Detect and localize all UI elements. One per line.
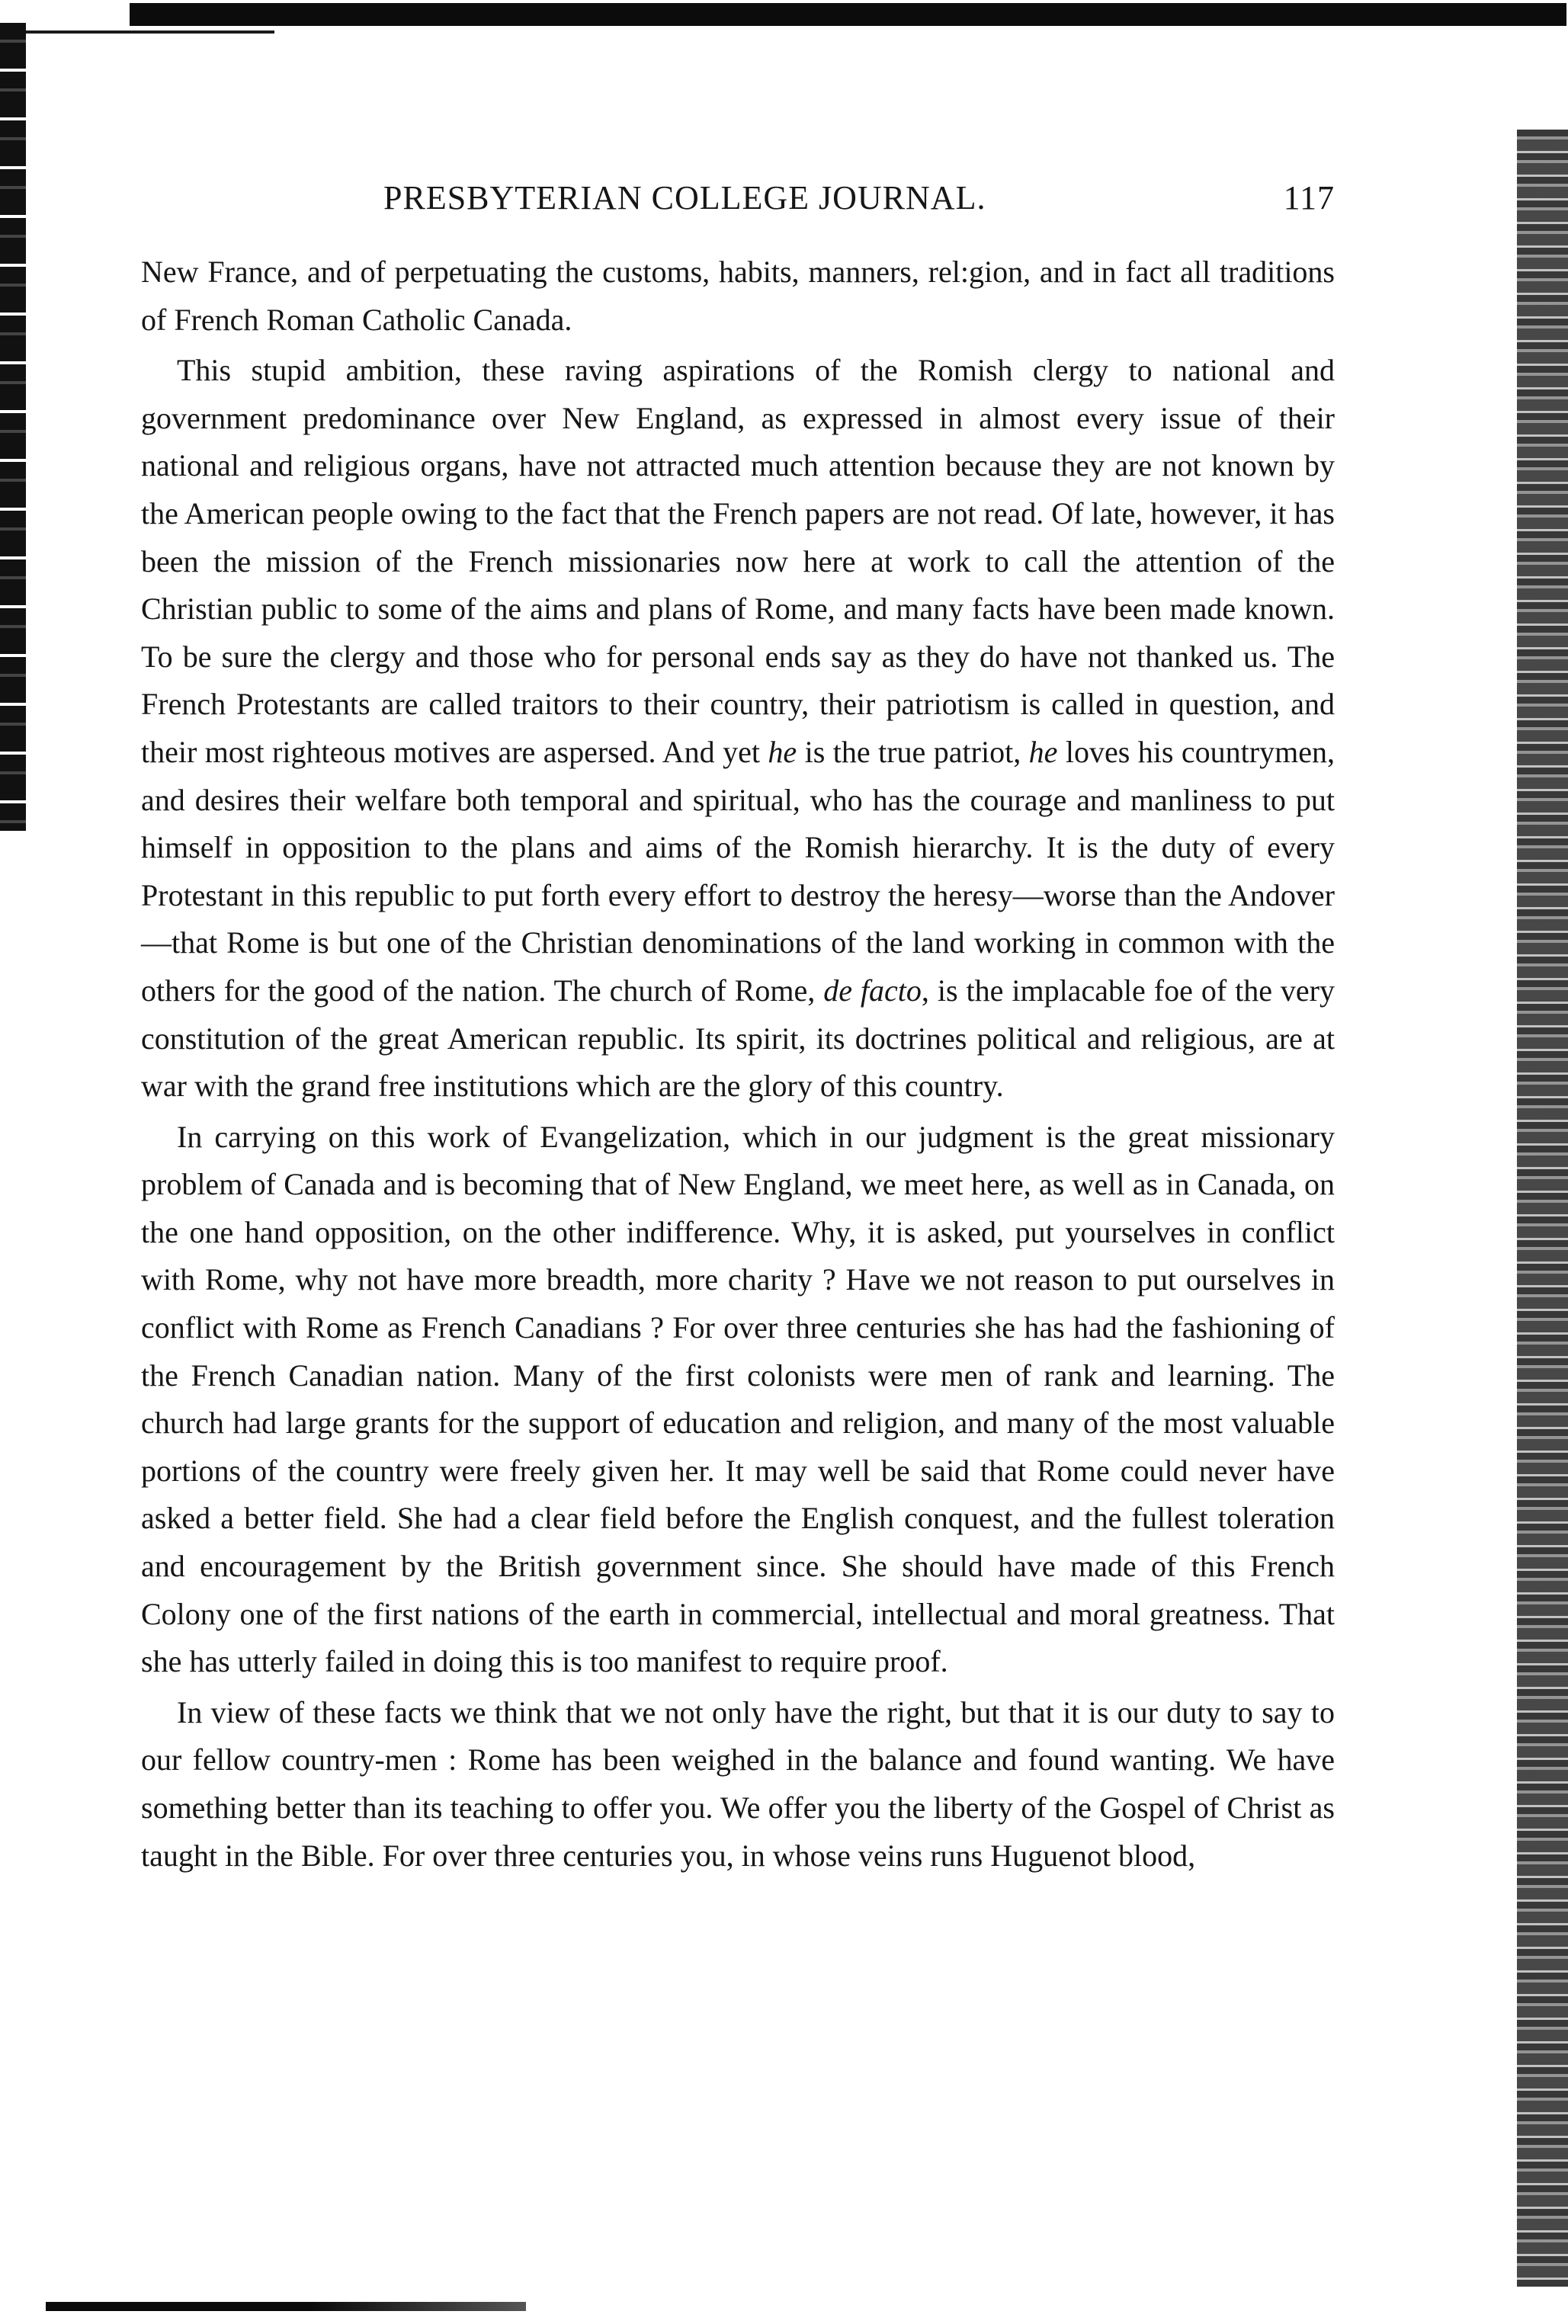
running-header <box>141 172 1335 226</box>
emphasis-de-facto: de facto <box>823 973 922 1008</box>
page-number: 117 <box>1283 179 1335 216</box>
paragraph-2-end: , is the implacable foe of the very constitution of the great American republic. Its spirit, its doctrines political and religious, are at war with the grand free institutions which are the glory of this country. <box>141 973 1336 1104</box>
bottom-border-rule <box>46 2302 526 2311</box>
paragraph-1: New France, and of perpetuating the customs, habits, manners, rel:gion, and in fact all traditions of French Roman Catholic Canada. <box>141 255 1335 337</box>
journal-title: PRESBYTERIAN COLLEGE JOURNAL. <box>383 179 986 216</box>
top-border-rule <box>130 3 1566 26</box>
paragraph-2 <box>141 347 1335 1111</box>
paragraph-4: In view of these facts we think that we not only have the right, but that it is our duty to say to our fellow country-men : Rome has been weighed in the balance and found wanting. We have something better than its teaching to offer you. We offer you the liberty of the Gospel of Christ as taught in the Bible. For over three centuries you, in whose veins runs Huguenot blood, <box>141 1694 1335 1873</box>
right-scan-edge <box>1517 130 1568 2287</box>
article-body <box>141 248 1335 1880</box>
paragraph-2-continued: loves his countrymen, and desires their welfare both temporal and spiritual, who has the courage and manliness to put himself in opposition to the plans and aims of the Romish hierarchy. It is the duty of every Protestant in this republic to put forth every effort to destroy the heresy—worse than the Andover—that Rome is but one of the Christian denominations of the land working in common with the others for the good of the nation. The church of Rome, <box>141 734 1335 1008</box>
top-border-thin-rule <box>15 30 274 34</box>
emphasis-he-2: he <box>1028 734 1058 769</box>
paragraph-2-text: This stupid ambition, these raving aspirations of the Romish clergy to national and government predominance over New England, as expressed in almost every issue of their national and religious organs, have not attracted much attention because they are not known by the American people owing to the fact that the French papers are not read. Of late, however, it has been the mission of the French missionaries now here at work to call the attention of the Christian public to some of the aims and plans of Rome, and many facts have been made known. To be sure the clergy and those who for personal ends say as they do have not thanked us. The French Protestants are called traitors to their country, their patriotism is called in question, and their most righteous motives are aspersed. And yet <box>141 353 1335 769</box>
emphasis-he: he <box>768 734 797 769</box>
paragraph-3: In carrying on this work of Evangelization, which in our judgment is the great missionary problem of Canada and is becoming that of New England, we meet here, as well as in Canada, on the one hand opposition, on the other indifference. Why, it is asked, put yourselves in conflict with Rome, why not have more breadth, more charity ? Have we not reason to put ourselves in conflict with Rome as French Canadians ? For over three centuries she has had the fashioning of the French Canadian nation. Many of the first colonists were men of rank and learning. The church had large grants for the support of education and religion, and many of the most valuable portions of the country were freely given her. It may well be said that Rome could never have asked a better field. She had a clear field before the English conquest, and the fullest toleration and encouragement by the British government since. She should have made of this French Colony one of the first nations of the earth in commercial, intellectual and moral greatness. That she has utterly failed in doing this is too manifest to require proof. <box>141 1119 1335 1679</box>
left-scan-edge <box>0 23 26 831</box>
paragraph-2-patriot: is the true patriot, <box>797 734 1029 769</box>
